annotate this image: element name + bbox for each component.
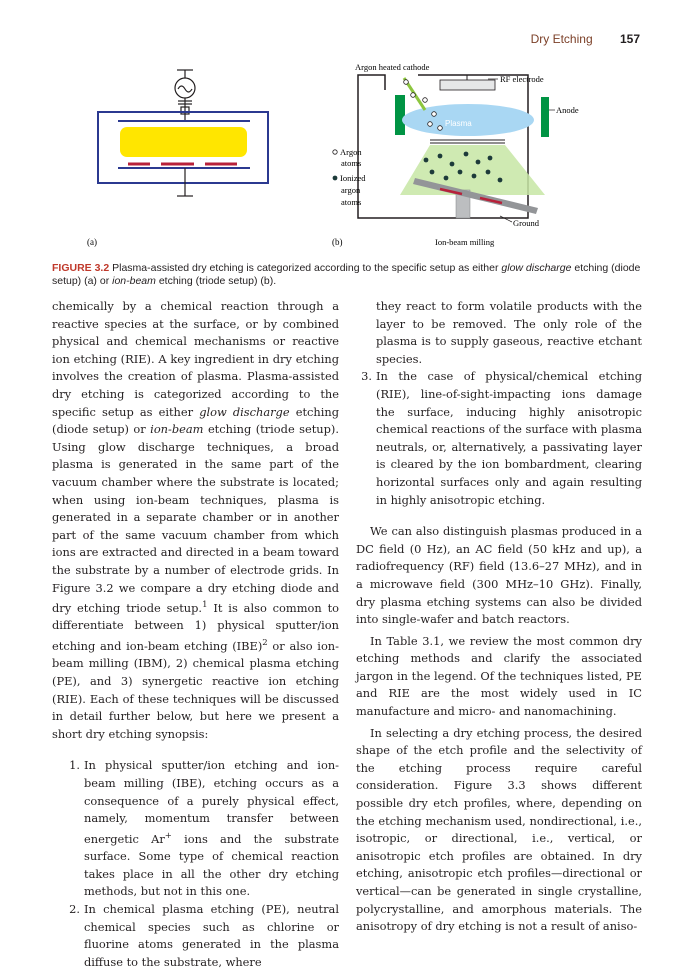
section-title: Dry Etching xyxy=(530,32,593,46)
list-item: they react to form volatile products with the layer to be removed. The only role of the plasma is to supply gaseous, reactive etchant species. xyxy=(376,299,642,366)
page-number: 157 xyxy=(619,32,640,46)
figure-caption: FIGURE 3.2 Plasma-assisted dry etching is categorized according to the specific setup as either glow discharge etching (diode setup) (a) or ion-beam etching (triode setup) (b). xyxy=(52,262,641,287)
synopsis-list xyxy=(50,757,339,971)
legend-argon-2: argon xyxy=(341,185,361,195)
legend-argon: Argon xyxy=(340,147,362,157)
ion-beam-cone xyxy=(400,145,545,195)
label-argon-heated-cathode: Argon heated cathode xyxy=(355,62,430,72)
paragraph: chemically by a chemical reaction through a reactive species at the surface, or by combined physical and chemical mechanisms or reactive ion etching (RIE). A key ingredient in dry etching involves the creation of plasma. Plasma-assisted dry etching is categorized according to the specific setup as either glow discharge etching (diode setup) or ion-beam etching (triode setup). Using glow discharge techniques, a broad plasma is generated in the same part of the vacuum chamber where the substrate is located; when using ion-beam techniques, plasma is generated in a separate chamber or in another part of the same vacuum chamber from which ions are extracted and directed in a beam toward the substrate by a number of electrode grids. In Figure 3.2 we compare a dry etching diode and dry etching triode setup.$^1$ It is also common to differentiate between 1) physical sputter/ion etching and ion-beam etching (IBE)$^2$ or also ion-beam milling (IBM), 2) chemical plasma etching (PE), and 3) synergetic reactive ion etching (RIE). Each of these techniques will be discussed in detail further below, but here we present a short dry etching synopsis: xyxy=(52,299,340,741)
label-plasma: Plasma xyxy=(445,119,472,128)
legend-atoms: atoms xyxy=(341,158,362,168)
left-column xyxy=(52,298,339,971)
label-anode: Anode xyxy=(556,105,579,115)
synopsis-list-continued xyxy=(356,298,642,509)
list-item: 2. In chemical plasma etching (PE), neutral chemical species such as chlorine or fluorine atoms generated in the plasma diffuse to the substrate, where xyxy=(69,901,339,969)
figure-caption-label: FIGURE 3.2 xyxy=(52,262,110,274)
right-column xyxy=(356,298,642,936)
legend-atoms-2: atoms xyxy=(341,197,362,207)
panel-b-label: (b) xyxy=(332,237,343,247)
ion-beam-diagram xyxy=(333,62,579,228)
legend-ionized: Ionized xyxy=(340,173,366,183)
figure-3-2 xyxy=(0,0,695,260)
paragraph: In Table 3.1, we review the most common dry etching methods and clarify the associated jargon in the legend. Of the techniques listed, PE and RIE are the most widely used in IC manufacture and micro- and nanomachining. xyxy=(356,633,642,719)
diode-setup-diagram xyxy=(98,70,268,196)
list-item: 3. In the case of physical/chemical etching (RIE), line-of-sight-impacting ions damage the surface, inducing highly anisotropic chemical reactions of the surface with plasma neutrals, or, alternatively, a passivating layer is cleared by the ion bombardment, clearing horizontal surfaces only and again resulting in highly anisotropic etching. xyxy=(361,369,643,507)
label-rf-electrode: RF electrode xyxy=(500,74,544,84)
label-ground: Ground xyxy=(513,218,539,228)
panel-a-label: (a) xyxy=(87,237,97,247)
paragraph: In selecting a dry etching process, the desired shape of the etch profile and the selectivity of the etching process require careful consideration. Figure 3.3 shows different possible dry etch profiles, where, depending on the etching mechanism used, nondirectional, i.e., isotropic, or directional, i.e., vertical, or anisotropic etch profiles are obtained. In dry etching, anisotropic etch profiles—directional or vertical—can be generated in single crystalline, polycrystalline, and amorphous materials. The anisotropy of dry etching is not a result of aniso- xyxy=(356,725,642,934)
paragraph: We can also distinguish plasmas produced in a DC field (0 Hz), an AC field (50 kHz and up), a radiofrequency (RF) field (13.6–27 MHz), and in a microwave field (300 MHz–10 GHz). Finally, dry plasma etching systems can also be divided into single-wafer and batch reactors. xyxy=(356,524,642,627)
plasma-region xyxy=(120,127,247,157)
list-item: 1. In physical sputter/ion etching and ion-beam milling (IBE), etching occurs as a consequence of a purely physical effect, namely, momentum transfer between energetic Ar+ ions and the substrate surface. Some type of chemical reaction takes place in all the other dry etching methods, but not in this one. xyxy=(69,758,339,899)
label-ion-beam-milling: Ion-beam milling xyxy=(435,237,495,247)
